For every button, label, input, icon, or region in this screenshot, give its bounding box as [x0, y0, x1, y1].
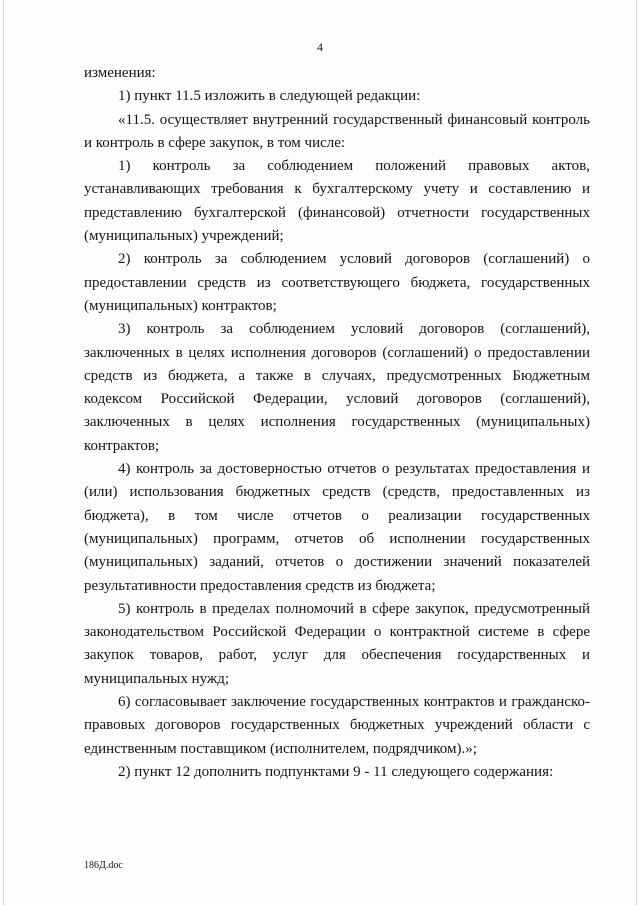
footer-filename: 186Д.doc — [84, 860, 123, 871]
scan-edge-right — [636, 0, 637, 905]
paragraph-subitem-6: 6) согласовывает заключение государственных контрактов и гражданско-правовых договоров государственных бюджетных учреждений области с единственным поставщиком (исполнителем, подрядчиком).»; — [84, 694, 590, 757]
paragraph-continuation: изменения: — [84, 65, 156, 81]
paragraph-item-1: 1) пункт 11.5 изложить в следующей редакции: — [118, 88, 421, 105]
scan-edge-left — [3, 0, 4, 905]
paragraph-subitem-4: 4) контроль за достоверностью отчетов о результатах предоставления и (или) использования бюджетных средств (средств, предоставленных из бюджета), в том числе отчетов о реализации государственных (муниципальных) программ, отчетов об исполнении государственных (муниципальных) заданий, отчетов о достижении значений показателей результативности предоставления средств из бюджета; — [84, 461, 590, 594]
page-number: 4 — [317, 40, 323, 54]
document-body — [84, 62, 590, 784]
paragraph-subitem-1: 1) контроль за соблюдением положений правовых актов, устанавливающих требования к бухгалтерскому учету и составлению и представлению бухгалтерской (финансовой) отчетности государственных (муниципальных) учреждений; — [84, 158, 590, 245]
paragraph-subitem-2: 2) контроль за соблюдением условий договоров (соглашений) о предоставлении средств из соответствующего бюджета, государственных (муниципальных) контрактов; — [84, 251, 590, 314]
paragraph-subitem-5: 5) контроль в пределах полномочий в сфере закупок, предусмотренный законодательством Российской Федерации о контрактной системе в сфере закупок товаров, работ, услуг для обеспечения государственных и муниципальных нужд; — [84, 600, 590, 687]
paragraph-subitem-3: 3) контроль за соблюдением условий договоров (соглашений), заключенных в целях исполнения договоров (соглашений) о предоставлении средств из бюджета, а также в случаях, предусмотренных Бюджетным кодексом Российской Федерации, условий договоров (соглашений), заключенных в целях исполнения государственных (муниципальных) контрактов; — [84, 321, 590, 454]
paragraph-item-2: 2) пункт 12 дополнить подпунктами 9 - 11 следующего содержания: — [118, 763, 554, 780]
paragraph-clause-11-5: «11.5. осуществляет внутренний государственный финансовый контроль и контроль в сфере закупок, в том числе: — [84, 111, 590, 151]
